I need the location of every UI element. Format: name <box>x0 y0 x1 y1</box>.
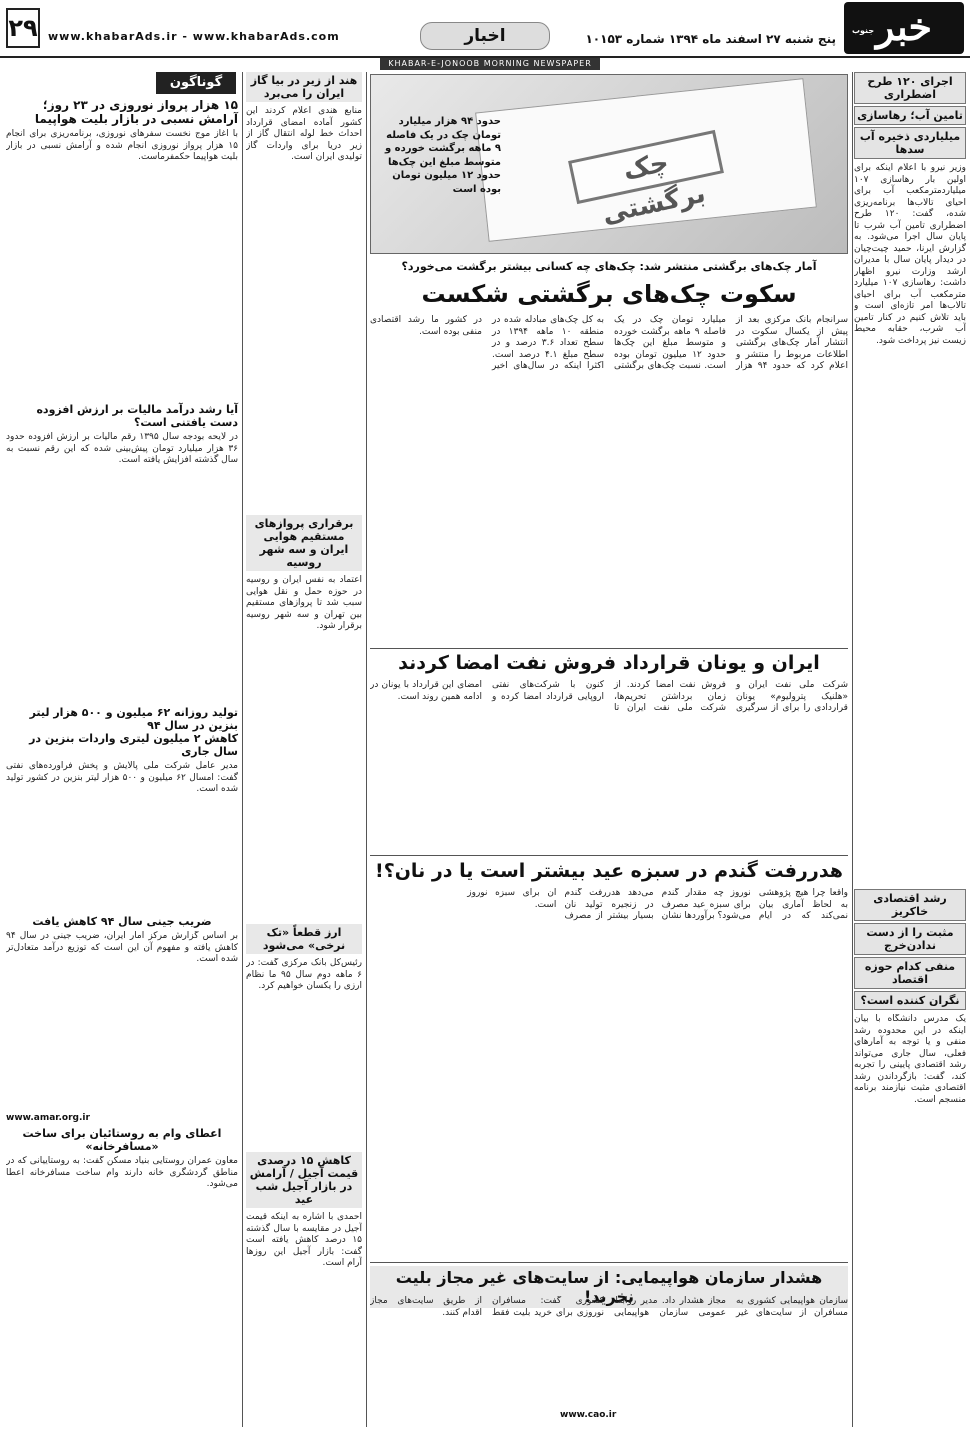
mid-sidebar <box>246 72 362 1452</box>
left-body-1: با آغاز موج نخست سفرهای نوروزی، برنامه‌ریزی برای انجام ۱۵ هزار پرواز نوروزی انجام شده و آرامش نسبی در بازار بلیت هواپیما حکمفرماست. <box>6 129 238 163</box>
mid-title-4: کاهش ۱۵ درصدی قیمت آجیل / آرامش در بازار آجیل شب عید <box>246 1152 362 1208</box>
mid-body-1: منابع هندی اعلام کردند این کشور آماده امضای قرارداد احداث خط لوله انتقال گاز از زیر دریا برای واردات گاز تولیدی ایران است. <box>246 106 362 163</box>
mid-title-2: برقراری پروازهای مستقیم هوایی ایران و سه شهر روسیه <box>246 515 362 571</box>
mid-title-1: هند از زیر در بیا گاز ایران را می‌برد <box>246 72 362 102</box>
section-title: اخبار <box>420 22 550 50</box>
right-head-7: نگران کننده است؟ <box>854 991 966 1010</box>
amar-link[interactable]: www.amar.org.ir <box>6 1113 90 1123</box>
top-story-kicker: آمار چک‌های برگشتی منتشر شد: چک‌های چه کسانی بیشتر برگشت می‌خورد؟ <box>401 260 817 273</box>
left-head-1b: آرامش نسبی در بازار بلیت هواپیما <box>34 112 238 126</box>
cheque-photo <box>370 74 848 254</box>
right-column <box>854 72 966 1454</box>
right-body-2: یک مدرس دانشگاه با بیان اینکه در این محدوده رشد منفی و یا توجه به آمارهای فعلی، سال جاری می‌تواند رشد اقتصادی پایینی را تجربه کند، گفت: بازگرداندن رشد اقتصادی مثبت نیازمند برنامه منسجم است. <box>854 1014 966 1105</box>
mid-title-3: ارز قطعاً «تک نرخی» می‌شود <box>246 924 362 954</box>
left-head-4: ضریب جینی سال ۹۴ کاهش یافت <box>32 915 212 928</box>
left-head-3b: کاهش ۲ میلیون لیتری واردات بنزین در سال جاری <box>29 732 238 758</box>
left-head-5: اعطای وام به روستائیان برای ساخت «مسافرخانه» <box>22 1127 222 1153</box>
left-body-4: بر اساس گزارش مرکز آمار ایران، ضریب جینی در سال ۹۴ کاهش یافته و مفهوم آن این است که توزیع درآمد متعادل‌تر شده است. <box>6 931 238 965</box>
dateline: پنج شنبه ۲۷ اسفند ماه ۱۳۹۴ شماره ۱۰۱۵۳ <box>585 32 836 46</box>
left-body-3: مدیر عامل شرکت ملی پالایش و پخش فرآورده‌های نفتی گفت: امسال ۶۲ میلیون و ۵۰۰ هزار لیتر بنزین در کشور تولید شده است. <box>6 761 238 795</box>
returned-stamp: چک برگشتی <box>568 130 724 204</box>
english-name: KHABAR-E-JONOOB MORNING NEWSPAPER <box>380 58 600 70</box>
logo-text: خبر <box>876 4 932 49</box>
mid-body-2: اعتماد به نفس ایران و روسیه در حوزه حمل و نقل هوایی سبب شد تا پروازهای مستقیم بین تهران و سه شهر روسیه برقرار شود. <box>246 575 362 632</box>
rule-3 <box>370 1262 848 1263</box>
photo-caption: حدود ۹۴ هزار میلیارد تومان چک در یک فاصله ۹ ماهه برگشت خورده و متوسط مبلغ این چک‌ها حدود ۱۲ میلیون تومان بوده است <box>384 116 501 195</box>
logo-subtitle: جنوب <box>852 26 875 35</box>
greece-story-body: شرکت ملی نفت ایران و «هلنیک پترولیوم» یونان قراردادی را برای از سرگیری فروش نفت امضا کردند. از زمان برداشتن تحریم‌ها، شرکت ملی نفت ایران تا کنون با شرکت‌های نفتی اروپایی قرارداد امضا کرده و امضای این قرارداد با یونان در ادامه همین روند است. <box>370 680 848 714</box>
left-body-5: معاون عمران روستایی بنیاد مسکن گفت: به روستاییانی که در مناطق گردشگری خانه دارند وام ساخت مسافرخانه اعطا می‌شود. <box>6 1156 238 1190</box>
airline-story-title: هشدار سازمان هواپیمایی: از سایت‌های غیر مجاز بلیت نخرید! <box>370 1266 848 1308</box>
mid-body-4: احمدی با اشاره به اینکه قیمت آجیل در مقایسه با سال گذشته ۱۵ درصد کاهش یافته است گفت: بازار آجیل این روزها آرام است. <box>246 1212 362 1269</box>
wheat-story-body: واقعاً چرا هیچ پژوهشی به لحاظ آماری بیان نمی‌کند که در ایام نوروز چه مقدار گندم برای سبزه عید مصرف می‌شود؟ برآوردها نشان می‌دهد هدررفت گندم در زنجیره تولید نان بسیار بیشتر از مصرف آن برای سبزه نوروز است. <box>467 888 848 922</box>
left-column <box>6 72 238 1266</box>
left-body-2: در لایحه بودجه سال ۱۳۹۵ رقم مالیات بر ارزش افزوده حدود ۳۶ هزار میلیارد تومان پیش‌بینی شده که این رقم نسبت به سال گذشته افزایش یافته است. <box>6 432 238 466</box>
rule-1 <box>370 648 848 649</box>
top-story-title: سکوت چک‌های برگشتی شکست <box>421 280 797 308</box>
left-head-2: آیا رشد درآمد مالیات بر ارزش افزوده دست یافتنی است؟ <box>36 403 238 429</box>
column-rule <box>852 72 853 1427</box>
left-head-1: ۱۵ هزار پرواز نوروزی در ۲۳ روز؛ <box>42 98 238 112</box>
column-rule-3 <box>242 72 243 1427</box>
column-rule-2 <box>366 72 367 1427</box>
right-head-1: اجرای ۱۲۰ طرح اضطراری <box>854 72 966 104</box>
right-body: وزیر نیرو با اعلام اینکه برای اولین بار رهاسازی ۱۰۷ میلیاردمترمکعب آب برای احیای تالاب‌ها برنامه‌ریزی شده، گفت: ۱۲۰ طرح اضطراری تامین آب شرب تا پایان سال اجرا می‌شود. به گزارش ایرنا، حمید چیت‌چیان در دیدار پایان سال با مدیران ارشد وزارت نیرو اظهار داشت: رهاسازی ۱۰۷ میلیارد مترمکعب آب برای احیای تالاب‌ها امر تازه‌ای است و باید تلاش کنیم در کنار تامین آب شرب، حقابه محیط زیست نیز پرداخت شود. <box>854 163 966 346</box>
section-tag: گوناگون <box>156 72 236 94</box>
top-story-body: سرانجام بانک مرکزی بعد از پیش از یکسال سکوت در انتشار آمار چک‌های برگشتی اطلاعات مربوط را منتشر و اعلام کرد که حدود ۹۴ هزار میلیارد تومان چک در یک فاصله ۹ ماهه برگشت خورده و متوسط مبلغ این چک‌ها حدود ۱۲ میلیون تومان بوده است. نسبت چک‌های برگشتی به کل چک‌های مبادله شده در منطقه ۱۰ ماهه ۱۳۹۴ در سطح تعداد ۳.۶ درصد و در سطح مبلغ ۴.۱ درصد است. اکثرا اینکه در سال‌های اخیر در کشور ما رشد اقتصادی منفی بوده است. <box>370 315 848 372</box>
page-number: ۲۹ <box>6 8 40 48</box>
right-head-2: تامین آب؛ رهاسازی <box>854 106 966 125</box>
right-head-5: مثبت را از دست ندادن‌خرج <box>854 923 966 955</box>
mid-body-3: رئیس‌کل بانک مرکزی گفت: در ۶ ماهه دوم سال ۹۵ ما نظام ارزی را یکسان خواهیم کرد. <box>246 958 362 992</box>
left-head-3: تولید روزانه ۶۲ میلیون و ۵۰۰ هزار لیتر بنزین در سال ۹۴ <box>29 706 238 732</box>
right-head-4: رشد اقتصادی خاکریز <box>854 889 966 921</box>
airline-story-body: سازمان هواپیمایی کشوری به مسافران از سایت‌های غیر مجاز هشدار داد. مدیر روابط عمومی سازمان هواپیمایی کشوری گفت: مسافران نوروزی برای خرید بلیت فقط از طریق سایت‌های مجاز اقدام کنند. <box>370 1296 848 1318</box>
site-url[interactable]: www.khabarAds.ir - www.khabarAds.com <box>48 30 340 43</box>
right-head-6: منفی کدام حوزه اقتصاد <box>854 957 966 989</box>
airline-link[interactable]: www.cao.ir <box>560 1410 617 1420</box>
greece-story-title: ایران و یونان قرارداد فروش نفت امضا کردند <box>398 652 820 674</box>
right-head-3: میلیاردی ذخیره آب سدها <box>854 127 966 159</box>
newspaper-logo <box>844 2 964 54</box>
wheat-story-title: هدررفت گندم در سبزه عید بیشتر است یا در نان؟! <box>375 860 843 882</box>
rule-2 <box>370 855 848 856</box>
